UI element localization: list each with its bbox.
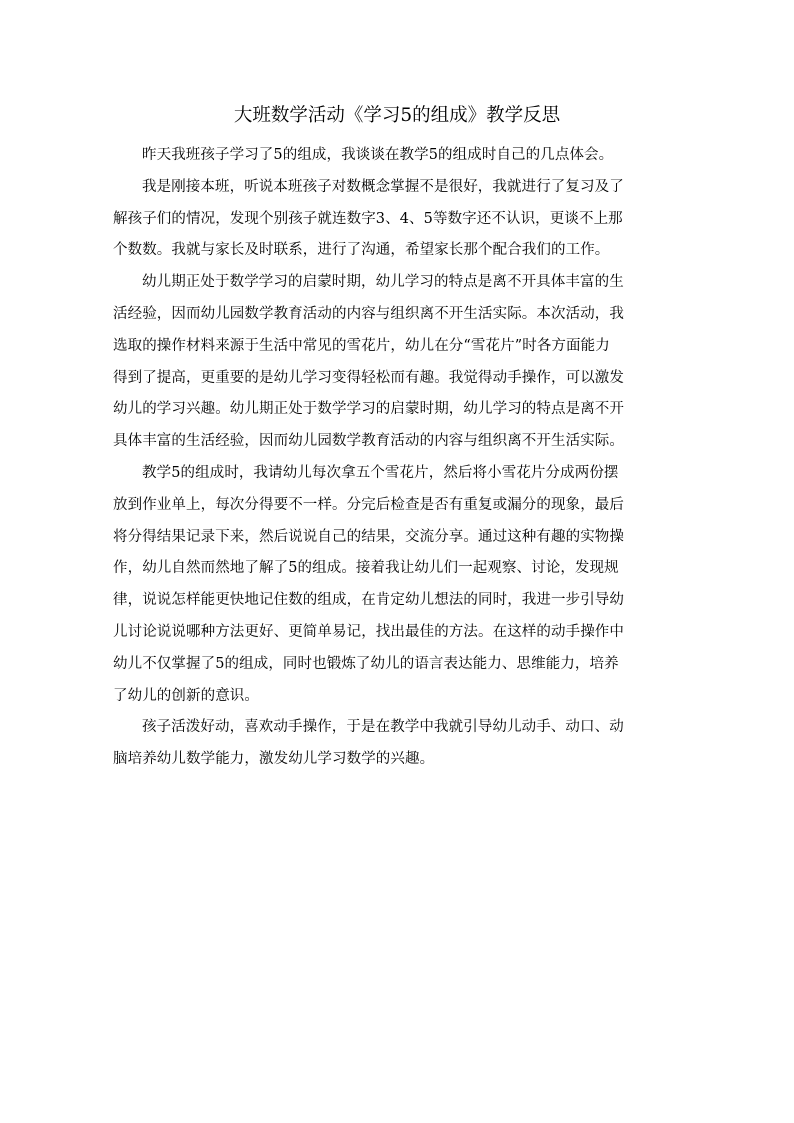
paragraph-line: 我是刚接本班，听说本班孩子对数概念掌握不是很好，我就进行了复习及了 xyxy=(142,178,624,195)
paragraph-line: 律，说说怎样能更快地记住数的组成，在肯定幼儿想法的同时，我进一步引导幼 xyxy=(113,592,624,609)
paragraph-line: 作，幼儿自然而然地了解了5的组成。接着我让幼儿们一起观察、讨论，发现规 xyxy=(113,560,619,577)
paragraph-line: 得到了提高，更重要的是幼儿学习变得轻松而有趣。我觉得动手操作，可以激发 xyxy=(113,369,624,386)
paragraph-line: 个数数。我就与家长及时联系，进行了沟通，希望家长那个配合我们的工作。 xyxy=(113,242,610,259)
paragraph-5 xyxy=(113,712,681,776)
paragraph-1 xyxy=(113,140,681,172)
paragraph-4 xyxy=(113,458,681,712)
paragraph-line: 幼儿期正处于数学学习的启蒙时期，幼儿学习的特点是离不开具体丰富的生 xyxy=(142,274,624,291)
paragraph-line: 放到作业单上，每次分得要不一样。分完后检查是否有重复或漏分的现象，最后 xyxy=(113,496,624,513)
paragraph-line: 昨天我班孩子学习了5的组成，我谈谈在教学5的组成时自己的几点体会。 xyxy=(142,147,614,163)
paragraph-line: 具体丰富的生活经验，因而幼儿园数学教育活动的内容与组织离不开生活实际。 xyxy=(113,433,624,450)
paragraph-line: 活经验，因而幼儿园数学教育活动的内容与组织离不开生活实际。本次活动，我 xyxy=(113,305,624,322)
paragraph-line: 儿讨论说说哪种方法更好、更简单易记，找出最佳的方法。在这样的动手操作中 xyxy=(113,623,624,640)
paragraph-line: 幼儿的学习兴趣。幼儿期正处于数学学习的启蒙时期，幼儿学习的特点是离不开 xyxy=(113,401,624,418)
document-title: 大班数学活动《学习5的组成》教学反思 xyxy=(233,105,561,126)
paragraph-line: 了幼儿的创新的意识。 xyxy=(113,687,259,704)
paragraph-line: 选取的操作材料来源于生活中常见的雪花片，幼儿在分“雪花片”时各方面能力 xyxy=(113,337,610,354)
paragraph-2 xyxy=(113,172,681,267)
paragraph-line: 教学5的组成时，我请幼儿每次拿五个雪花片，然后将小雪花片分成两份摆 xyxy=(142,464,619,481)
paragraph-line: 将分得结果记录下来，然后说说自己的结果，交流分享。通过这种有趣的实物操 xyxy=(113,528,624,545)
paragraph-line: 解孩子们的情况，发现个别孩子就连数字3、4、5等数字还不认识，更谈不上那 xyxy=(113,210,623,227)
paragraph-line: 脑培养幼儿数学能力，激发幼儿学习数学的兴趣。 xyxy=(113,751,435,768)
paragraph-3 xyxy=(113,267,681,458)
document-body xyxy=(113,140,681,776)
paragraph-line: 孩子活泼好动，喜欢动手操作，于是在教学中我就引导幼儿动手、动口、动 xyxy=(142,719,624,736)
paragraph-line: 幼儿不仅掌握了5的组成，同时也锻炼了幼儿的语言表达能力、思维能力，培养 xyxy=(113,655,619,672)
